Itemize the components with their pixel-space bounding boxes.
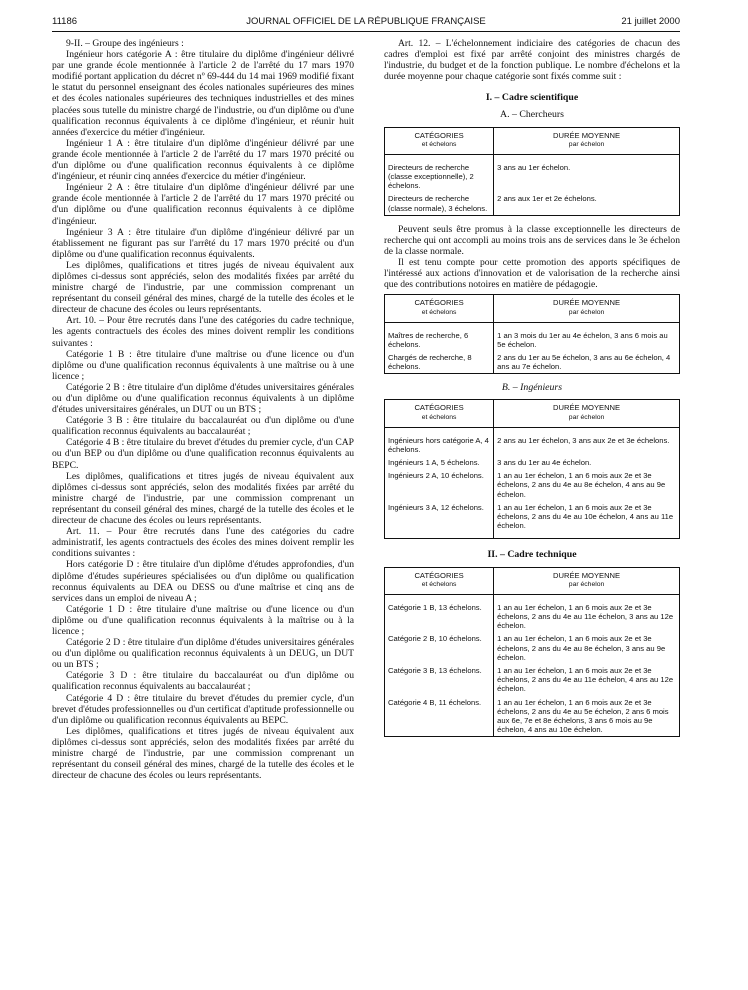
table-row: Catégorie 3 B, 13 échelons. 1 an au 1er échelon, 1 an 6 mois aux 2e et 3e échelons, 2 ans du 4e au 11e échelon, 4 ans au 12e échelon.	[385, 664, 680, 696]
table-row: Chargés de recherche, 8 échelons. 2 ans du 1er au 5e échelon, 3 ans au 6e échelon, 4 ans au 7e échelon.	[385, 351, 680, 374]
paragraph: Catégorie 2 D : être titulaire d'un diplôme d'études universitaires générales ou d'un diplôme ou qualification reconnus équivalents à un DEUG, un DUT ou un BTS ;	[52, 637, 354, 671]
article-12-paragraph: Art. 12. – L'échelonnement indiciaire des catégories de chacun des cadres d'emploi est fixé par arrêté conjoint des ministres chargés de l'industrie, du budget et de la fonction publique. Le nombre d'échelons et la durée moyenne pour chaque catégorie sont fixés comme suit :	[384, 38, 680, 83]
table-row: Catégorie 1 B, 13 échelons. 1 an au 1er échelon, 1 an 6 mois aux 2e et 3e échelons, 2 ans du 4e au 11e échelon, 3 ans au 12e échelon.	[385, 601, 680, 633]
paragraph: Ingénieur 1 A : être titulaire d'un diplôme d'ingénieur délivré par une grande école mentionnée à l'article 2 de l'arrêté du 17 mars 1970 précité ou d'un diplôme ou d'une qualification reconnus équivalents à ce diplôme d'ingénieur, et réunir cinq années d'exercice du métier d'ingénieur.	[52, 137, 354, 183]
publication-date: 21 juillet 2000	[621, 16, 680, 27]
table-row: Catégorie 4 B, 11 échelons. 1 an au 1er échelon, 1 an 6 mois aux 2e et 3e échelons, 2 ans du 4e au 5e échelon, 2 ans 6 mois aux 6e, 7e et 8e échelons, 3 ans 6 mois au 9e échelon, 4 ans au 10e échelon.	[385, 696, 680, 737]
table-row: Ingénieurs hors catégorie A, 4 échelons. 2 ans au 1er échelon, 3 ans aux 2e et 3e échelons.	[385, 434, 680, 456]
ingenieurs-table	[384, 399, 680, 539]
paragraph: Ingénieur 3 A : être titulaire d'un diplôme d'ingénieur délivré par un établissement ne figurant pas sur l'arrêté du 17 mars 1970 précité ou d'un diplôme ou d'une qualification reconnus équivalents.	[52, 226, 354, 260]
paragraph: Catégorie 3 D : être titulaire du baccalauréat ou d'un diplôme ou qualification reconnus équivalents au baccalauréat ;	[52, 670, 354, 693]
table-row: Catégorie 2 B, 10 échelons. 1 an au 1er échelon, 1 an 6 mois aux 2e et 3e échelons, 2 ans du 4e au 8e échelon, 3 ans au 9e échelon.	[385, 632, 680, 664]
left-column	[52, 38, 354, 781]
column-header: DURÉE MOYENNE par échelon	[494, 400, 680, 427]
column-header: DURÉE MOYENNE par échelon	[494, 567, 680, 594]
article-paragraph: Art. 10. – Pour être recrutés dans l'une des catégories du cadre technique, les agents contractuels des écoles des mines doivent remplir les conditions suivantes :	[52, 315, 354, 349]
paragraph: Catégorie 4 B : être titulaire du brevet d'études du premier cycle, d'un CAP ou d'un BEP ou d'un diplôme ou d'une qualification reconnus équivalents au BEPC.	[52, 437, 354, 471]
article-paragraph: Art. 11. – Pour être recrutés dans l'une des catégories du cadre administratif, les agents contractuels des écoles des mines doivent remplir les conditions suivantes :	[52, 526, 354, 560]
table-row: Ingénieurs 2 A, 10 échelons. 1 an au 1er échelon, 1 an 6 mois aux 2e et 3e échelons, 2 ans du 4e au 8e échelon, 4 ans au 9e échelon.	[385, 469, 680, 501]
section-heading: I. – Cadre scientifique	[485, 92, 579, 104]
paragraph: Peuvent seuls être promus à la classe exceptionnelle les directeurs de recherche qui ont accompli au moins trois ans de services dans le 3e échelon de la classe normale.	[384, 223, 680, 257]
maitres-charges-table	[384, 294, 680, 374]
technique-table	[384, 567, 680, 738]
header-rule	[52, 31, 680, 32]
paragraph: Les diplômes, qualifications et titres jugés de niveau équivalent aux diplômes ci-dessus sont appréciés, selon des modalités fixées par arrêté du ministre chargé de l'industrie, par une commission comprenant un représentant du conseil général des mines, chargé de la tutelle des écoles et le directeur de chacune des écoles ou leurs représentants.	[52, 259, 354, 316]
column-header: CATÉGORIES et échelons	[385, 127, 494, 154]
subsection-heading: A. – Chercheurs	[500, 109, 564, 121]
section-heading: II. – Cadre technique	[487, 549, 577, 561]
column-header: CATÉGORIES et échelons	[385, 400, 494, 427]
chercheurs-table	[384, 127, 680, 216]
paragraph: Les diplômes, qualifications et titres jugés de niveau équivalent aux diplômes ci-dessus sont appréciés, selon des modalités fixées par arrêté du ministre chargé de l'industrie, par une commission comprenant un représentant du conseil général des mines, chargé de la tutelle des écoles et le directeur de chacune des écoles ou leurs représentants.	[52, 470, 354, 527]
subsection-heading: B. – Ingénieurs	[501, 382, 563, 394]
paragraph: Ingénieur hors catégorie A : être titulaire du diplôme d'ingénieur délivré par une grande école mentionnée à l'article 2 de l'arrêté du 17 mars 1970 modifié portant application du décret nº 69-444 du 14 mai 1969 modifié fixant le statut du personnel enseignant des écoles nationales supérieures des mines et des écoles nationales supérieures des techniques industrielles et des mines placées sous tutelle du ministre chargé de l'industrie, ou d'un diplôme ou d'une qualification reconnus équivalents à ce diplôme d'ingénieur, et réunir huit années d'exercice du métier d'ingénieur.	[52, 49, 354, 138]
table-row: Ingénieurs 3 A, 12 échelons. 1 an au 1er échelon, 1 an 6 mois aux 2e et 3e échelons, 2 ans du 4e au 10e échelon, 4 ans au 11e échelon.	[385, 501, 680, 533]
page-number: 11186	[52, 16, 78, 27]
column-header: DURÉE MOYENNE par échelon	[494, 127, 680, 154]
table-row: Maîtres de recherche, 6 échelons. 1 an 3 mois du 1er au 4e échelon, 3 ans 6 mois au 5e échelon.	[385, 329, 680, 351]
table-row: Directeurs de recherche (classe exceptionnelle), 2 échelons. 3 ans au 1er échelon.	[385, 161, 680, 193]
paragraph: 9-II. – Groupe des ingénieurs :	[66, 38, 184, 49]
column-header: CATÉGORIES et échelons	[385, 567, 494, 594]
paragraph: Catégorie 3 B : être titulaire du baccalauréat ou d'un diplôme ou d'une qualification reconnus équivalents au baccalauréat ;	[52, 415, 354, 438]
page-header	[52, 16, 680, 30]
paragraph: Il est tenu compte pour cette promotion des apports spécifiques de l'intéressé aux actions d'innovation et de valorisation de la recherche ainsi que des contributions notoires en matière de pédagogie.	[384, 257, 680, 291]
paragraph: Catégorie 1 D : être titulaire d'une maîtrise ou d'une licence ou d'un diplôme ou d'une qualification reconnus équivalents à la maîtrise ou à la licence ;	[52, 603, 354, 637]
paragraph: Catégorie 1 B : être titulaire d'une maîtrise ou d'une licence ou d'un diplôme ou d'une qualification reconnus équivalents à une maîtrise ou à une licence ;	[52, 348, 354, 382]
column-header: DURÉE MOYENNE par échelon	[494, 295, 680, 322]
journal-title: JOURNAL OFFICIEL DE LA RÉPUBLIQUE FRANÇAISE	[246, 16, 486, 27]
paragraph: Les diplômes, qualifications et titres jugés de niveau équivalent aux diplômes ci-dessus sont appréciés, selon des modalités fixées par arrêté du ministre chargé de l'industrie, par une commission comprenant un représentant du conseil général des mines, chargé de la tutelle des écoles et le directeur de chacune des écoles ou leurs représentants.	[52, 725, 354, 782]
paragraph: Hors catégorie D : être titulaire d'un diplôme d'études approfondies, d'un diplôme d'études supérieures spécialisées ou d'un diplôme ou qualification reconnus équivalents au DEA ou DESS ou d'une maîtrise et cinq ans de services dans un emploi de niveau A ;	[52, 559, 354, 604]
right-column	[384, 38, 680, 745]
column-header: CATÉGORIES et échelons	[385, 295, 494, 322]
paragraph: Catégorie 2 B : être titulaire d'un diplôme d'études universitaires générales ou d'un diplôme ou d'une qualification reconnus équivalents à un diplôme d'études universitaires générales, un DUT ou un BTS ;	[52, 381, 354, 416]
paragraph: Ingénieur 2 A : être titulaire d'un diplôme d'ingénieur délivré par une grande école mentionnée à l'article 2 de l'arrêté du 17 mars 1970 précité ou d'un diplôme ou d'une qualification reconnus équivalents à ce diplôme d'ingénieur.	[52, 182, 354, 227]
table-row: Directeurs de recherche (classe normale), 3 échelons. 2 ans aux 1er et 2e échelons.	[385, 192, 680, 215]
table-row: Ingénieurs 1 A, 5 échelons. 3 ans du 1er au 4e échelon.	[385, 456, 680, 469]
paragraph: Catégorie 4 D : être titulaire du brevet d'études du premier cycle, d'un brevet d'études professionnelles ou d'un certificat d'aptitude professionnelle ou d'un diplôme ou qualification reconnus équivalents au BEPC.	[52, 692, 354, 726]
